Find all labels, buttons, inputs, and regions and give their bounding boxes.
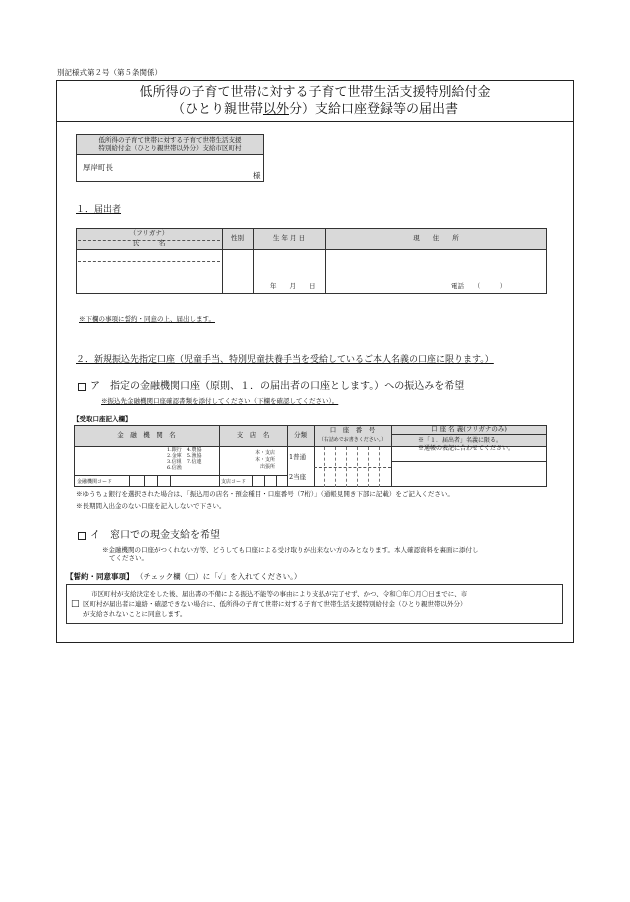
birthdate-label: 生 年 月 日 bbox=[272, 234, 306, 242]
applicant-table bbox=[76, 228, 547, 294]
option-i: イ 窓口での現金支給を希望 bbox=[78, 526, 220, 541]
option-i-checkbox[interactable] bbox=[78, 532, 86, 540]
bank-code: 金融機関コード bbox=[77, 479, 113, 485]
note-i: ※金融機関の口座がつくれない方等、どうしても口座による受け取りが出来ない方のみとなります。本人確認資料を裏面に添付し てください。 bbox=[102, 546, 479, 562]
note-yucho: ※ゆうちょ銀行を選択された場合は、「振込用の店名・預金種目・口座番号（7桁）」（通帳見開き下部に記載）をご記入ください。 bbox=[76, 490, 454, 498]
type-1: 1普通 bbox=[289, 453, 307, 461]
section1-heading: １．届出者 bbox=[76, 205, 122, 215]
name-label: 氏 名 bbox=[132, 239, 166, 247]
holder-notes: ※「１．届出者」名義に限る。 ※通帳の表記に合わせてください。 bbox=[418, 437, 515, 452]
title-line2: （ひとり親世帯以外分）支給口座登録等の届出書 bbox=[171, 102, 459, 117]
address-label: 現 住 所 bbox=[413, 234, 459, 242]
col-branch: 支 店 名 bbox=[236, 431, 270, 439]
addressee-header: 低所得の子育て世帯に対する子育て世帯生活支援 特別給付金（ひとり親世帯以外分）支給市区町村 bbox=[77, 135, 263, 155]
oath-heading-row bbox=[66, 572, 301, 581]
oath-heading-note: （チェック欄（□）に「✓」を入れてください。） bbox=[135, 572, 302, 581]
title-divider bbox=[56, 121, 574, 122]
gender-label: 性別 bbox=[231, 234, 244, 242]
mayor-name: 厚岸町長 bbox=[83, 163, 113, 172]
bank-types: 1.銀行 4.農協 2.金庫 5.漁協 3.信組 7.信連 6.信漁 bbox=[167, 447, 202, 471]
oath-checkbox[interactable]: □ bbox=[71, 599, 80, 609]
phone-label: 電話 （ ） bbox=[451, 282, 507, 290]
option-a-checkbox[interactable] bbox=[78, 383, 86, 391]
honorific: 様 bbox=[253, 171, 261, 180]
col-type: 分類 bbox=[294, 431, 307, 439]
account-label: 【受取口座記入欄】 bbox=[73, 415, 132, 423]
oath-text: 市区町村が支給決定をした後、届出書の不備による振込不能等の事由により支払が完了せず、かつ、令和〇年〇月〇日までに、市 区町村が届出者に連絡・確認できない場合に、低所得の子育て世帯に対する子育て世帯生活支援特別給付金（ひとり親世帯以外分） が支給されないことに同意します。 bbox=[83, 590, 468, 618]
form-id: 別記様式第２号（第５条関係） bbox=[57, 68, 162, 77]
branch-types: 本・支店 本・支所 出張所 bbox=[255, 450, 276, 470]
col-number-sub: （右詰めでお書きください。） bbox=[318, 437, 387, 443]
account-table bbox=[74, 425, 547, 487]
col-bank: 金 融 機 関 名 bbox=[117, 431, 176, 439]
section2-heading: ２．新規振込先指定口座（児童手当、特別児童扶養手当を受給しているご本人名義の口座に限ります。） bbox=[76, 355, 494, 365]
note-longterm: ※長期間入出金のない口座を記入しないで下さい。 bbox=[76, 502, 226, 510]
addressee-box bbox=[76, 134, 264, 182]
title-line1: 低所得の子育て世帯に対する子育て世帯生活支援特別給付金 bbox=[139, 85, 491, 100]
oath-heading: 【誓約・同意事項】 bbox=[66, 572, 134, 581]
form-title bbox=[56, 84, 574, 118]
col-number: 口 座 番 号 bbox=[329, 426, 376, 434]
col-holder: 口 座 名 義(フリガナのみ) bbox=[431, 425, 507, 433]
option-a: ア 指定の金融機関口座（原則、１．の届出者の口座とします。）への振込みを希望 bbox=[78, 377, 464, 392]
furigana-label: （フリガナ） bbox=[129, 229, 169, 237]
oath-note: ※下欄の事項に誓約・同意の上、届出します。 bbox=[79, 315, 215, 323]
note-a: ※振込先金融機関口座確認書類を添付してください（下欄を確認してください）。 bbox=[101, 397, 339, 405]
oath-box bbox=[66, 584, 563, 624]
birthdate-ymd: 年 月 日 bbox=[270, 282, 316, 290]
type-2: 2当座 bbox=[289, 473, 307, 481]
branch-code: 支店コード bbox=[221, 479, 247, 485]
